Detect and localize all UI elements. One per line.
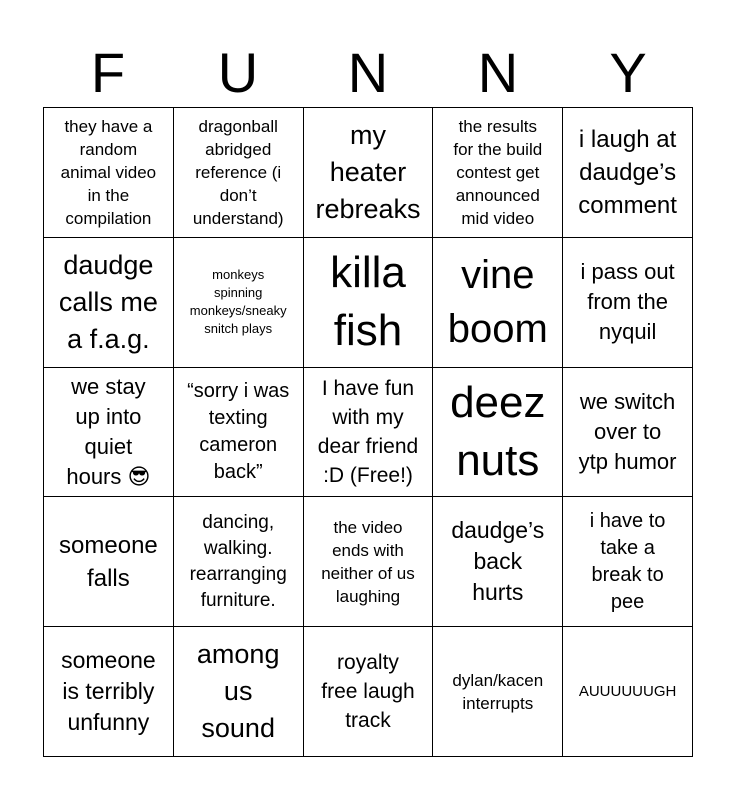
header-letter-u: U xyxy=(217,41,259,104)
header-letter-f: F xyxy=(90,41,126,104)
bingo-cell[interactable]: they have a random animal video in the compilation xyxy=(44,108,174,238)
bingo-cell[interactable]: i have to take a break to pee xyxy=(563,497,693,627)
bingo-cell[interactable]: dylan/kacen interrupts xyxy=(433,627,563,757)
bingo-cell[interactable]: killa fish xyxy=(304,238,434,368)
header-letter-n-second: N xyxy=(477,41,519,104)
header-letter-y: Y xyxy=(609,41,647,104)
bingo-cell[interactable]: “sorry i was texting cameron back” xyxy=(174,368,304,498)
bingo-cell[interactable]: the results for the build contest get announced mid video xyxy=(433,108,563,238)
bingo-cell[interactable]: I have fun with my dear friend :D (Free!) xyxy=(304,368,434,498)
bingo-cell[interactable]: AUUUUUUGH xyxy=(563,627,693,757)
bingo-cell[interactable]: royalty free laugh track xyxy=(304,627,434,757)
bingo-header xyxy=(43,40,693,106)
bingo-cell[interactable]: daudge’s back hurts xyxy=(433,497,563,627)
bingo-cell[interactable]: the video ends with neither of us laughing xyxy=(304,497,434,627)
bingo-cell[interactable]: we switch over to ytp humor xyxy=(563,368,693,498)
bingo-cell[interactable]: someone is terribly unfunny xyxy=(44,627,174,757)
bingo-cell[interactable]: i laugh at daudge’s comment xyxy=(563,108,693,238)
bingo-card xyxy=(43,107,693,757)
header-letter-n: N xyxy=(347,41,389,104)
bingo-cell[interactable]: daudge calls me a f.a.g. xyxy=(44,238,174,368)
bingo-cell[interactable]: i pass out from the nyquil xyxy=(563,238,693,368)
bingo-cell[interactable]: someone falls xyxy=(44,497,174,627)
bingo-cell[interactable]: deez nuts xyxy=(433,368,563,498)
bingo-cell[interactable]: we stay up into quiet hours 😎 xyxy=(44,368,174,498)
bingo-cell[interactable]: vine boom xyxy=(433,238,563,368)
bingo-cell[interactable]: my heater rebreaks xyxy=(304,108,434,238)
bingo-cell[interactable]: among us sound xyxy=(174,627,304,757)
bingo-cell[interactable]: monkeys spinning monkeys/sneaky snitch plays xyxy=(174,238,304,368)
bingo-cell[interactable]: dragonball abridged reference (i don’t understand) xyxy=(174,108,304,238)
bingo-cell[interactable]: dancing, walking. rearranging furniture. xyxy=(174,497,304,627)
